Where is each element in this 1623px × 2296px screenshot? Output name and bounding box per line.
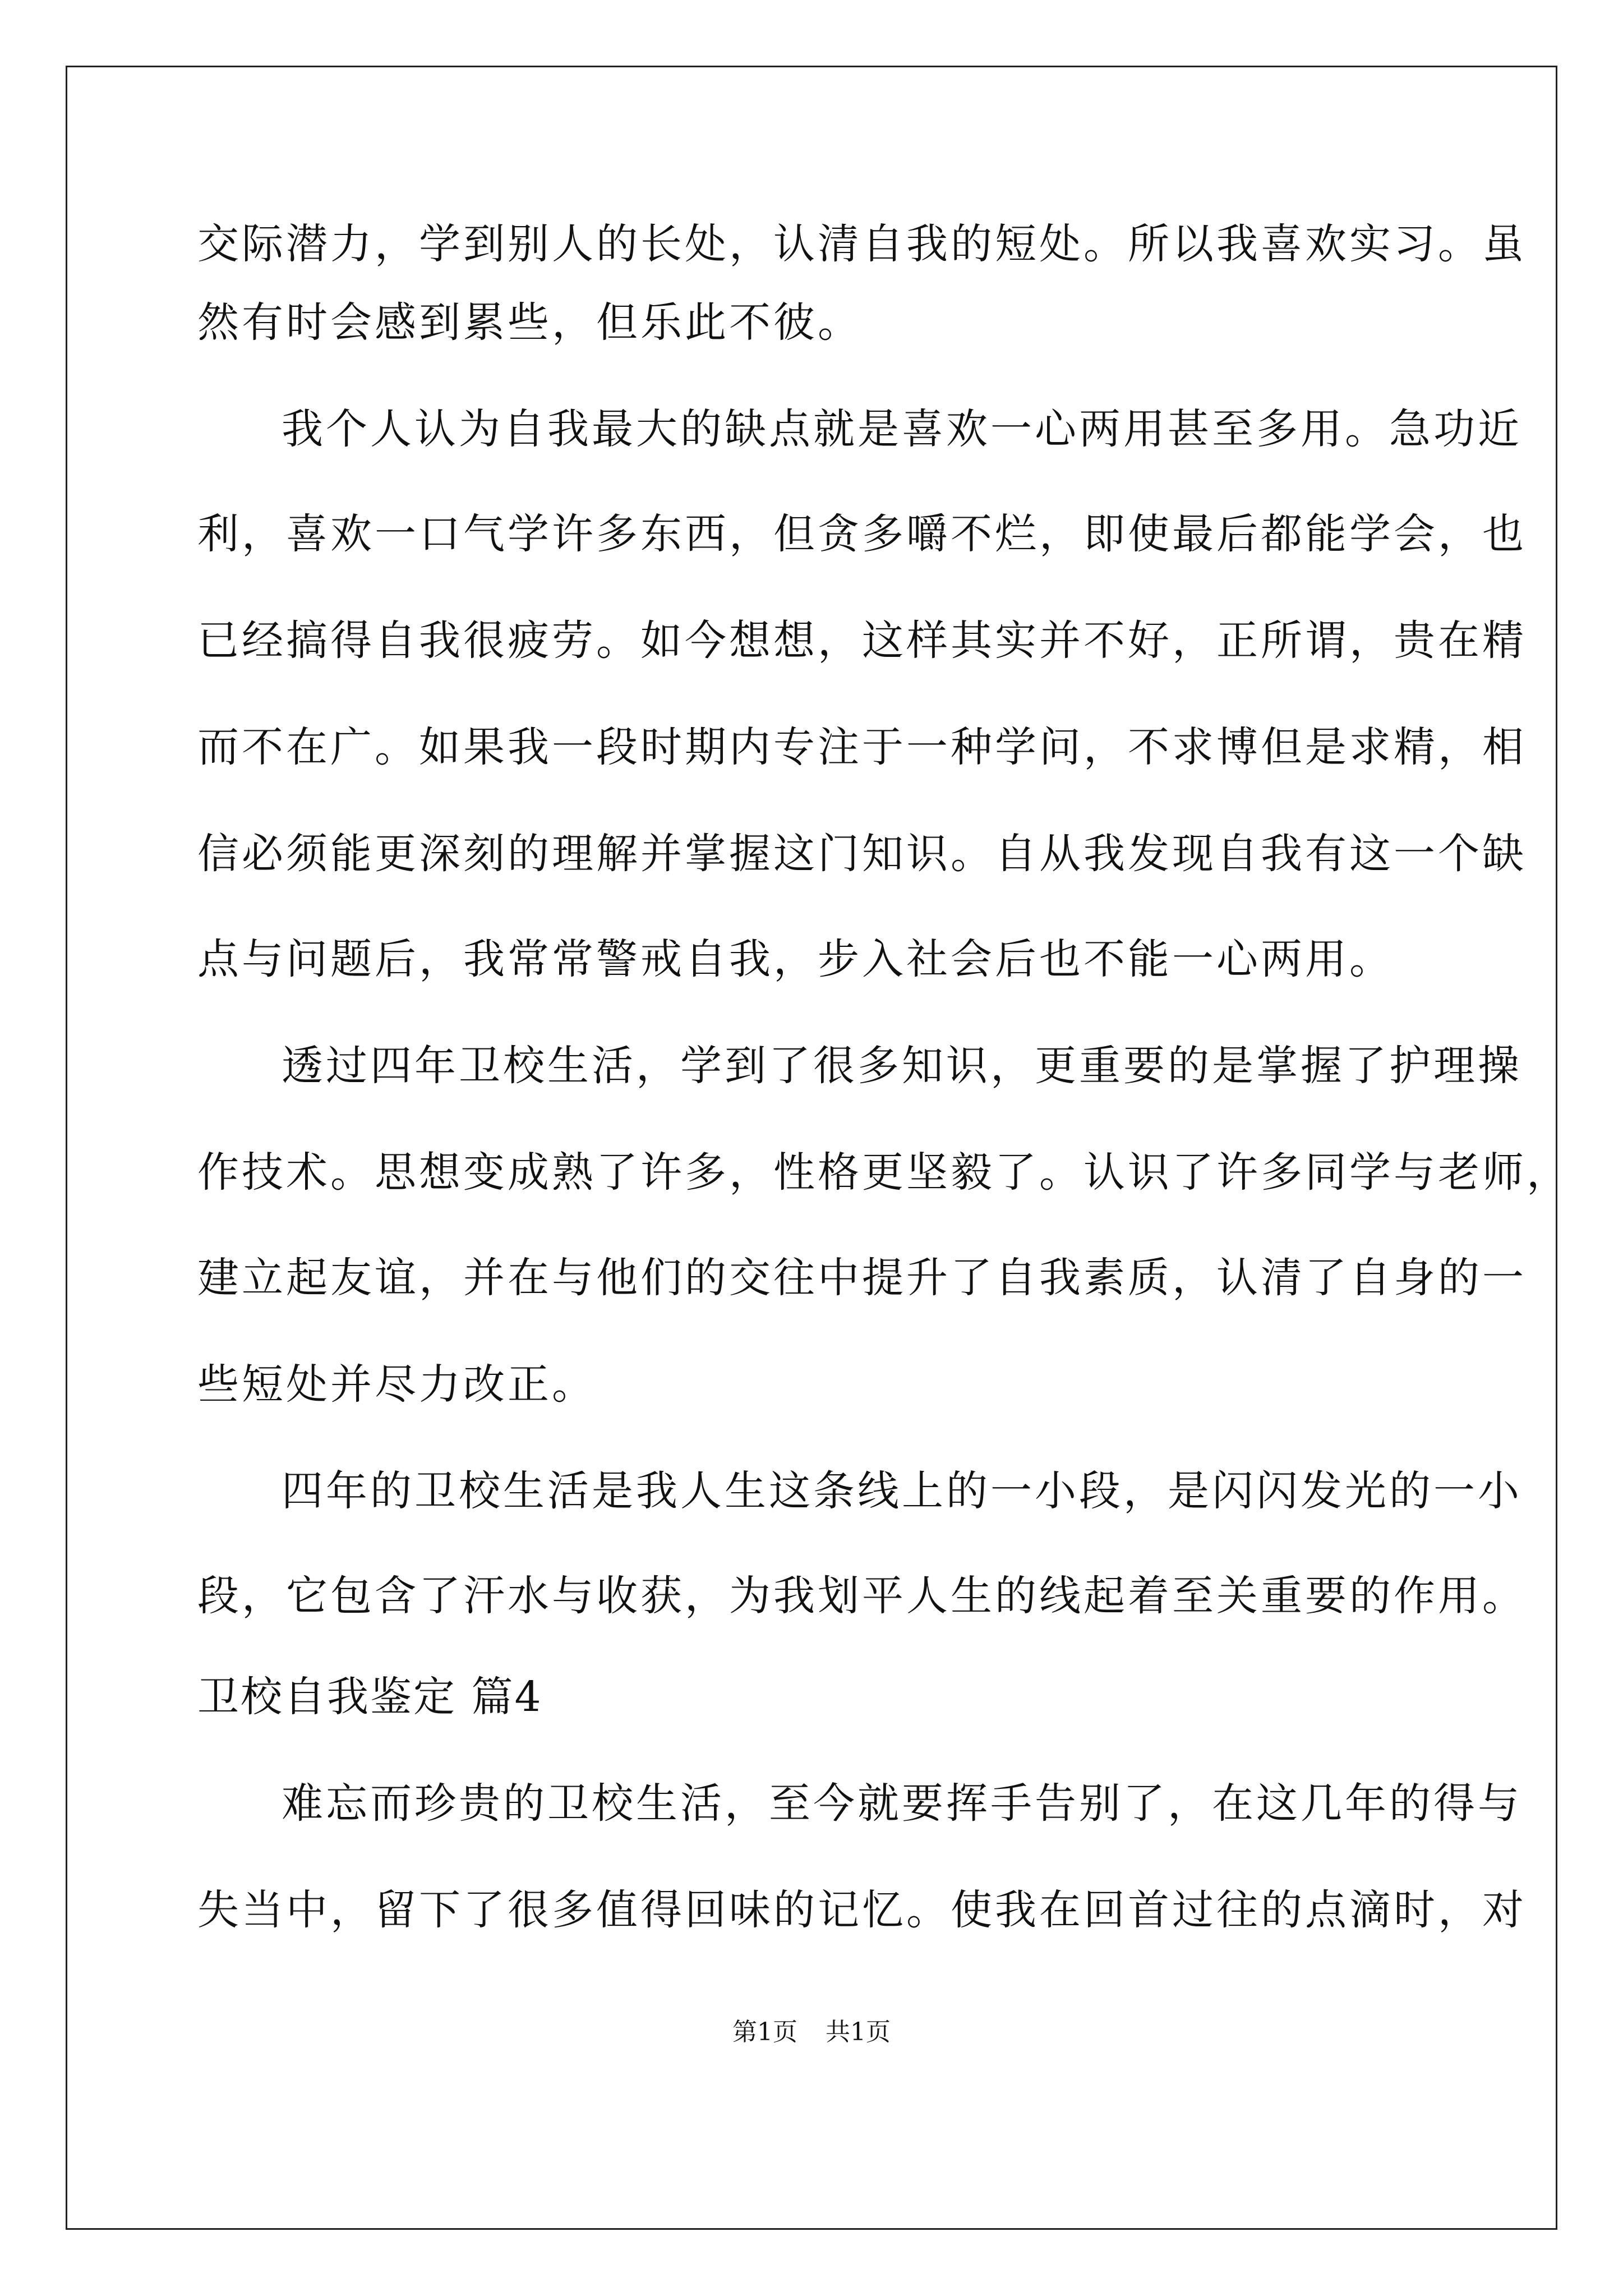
body-text-line: 信必须能更深刻的理解并掌握这门知识。自从我发现自我有这一个缺 (197, 830, 1527, 878)
body-text-line: 作技术。思想变成熟了许多，性格更坚毅了。认识了许多同学与老师， (197, 1148, 1571, 1197)
paragraph-first-line: 四年的卫校生活是我人生这条线上的一小段，是闪闪发光的一小 (282, 1467, 1522, 1515)
body-text-line: 失当中，留下了很多值得回味的记忆。使我在回首过往的点滴时，对 (197, 1886, 1527, 1934)
body-text-line: 已经搞得自我很疲劳。如今想想，这样其实并不好，正所谓，贵在精 (197, 616, 1527, 665)
body-text-line: 些短处并尽力改正。 (197, 1360, 596, 1409)
body-text-line: 点与问题后，我常常警戒自我，步入社会后也不能一心两用。 (197, 935, 1394, 983)
page-total: 共1页 (826, 2018, 891, 2046)
paragraph-first-line: 透过四年卫校生活，学到了很多知识，更重要的是掌握了护理操 (282, 1042, 1522, 1090)
paragraph-first-line: 难忘而珍贵的卫校生活，至今就要挥手告别了，在这几年的得与 (282, 1779, 1522, 1828)
body-text-line: 然有时会感到累些，但乐此不彼。 (197, 298, 862, 347)
body-text-line: 交际潜力，学到别人的长处，认清自我的短处。所以我喜欢实习。虽 (197, 220, 1527, 268)
body-text-line: 段，它包含了汗水与收获，为我划平人生的线起着至关重要的作用。 (197, 1572, 1527, 1620)
paragraph-first-line: 我个人认为自我最大的缺点就是喜欢一心两用甚至多用。急功近 (282, 405, 1522, 453)
body-text-line: 利，喜欢一口气学许多东西，但贪多嚼不烂，即使最后都能学会，也 (197, 510, 1527, 558)
body-text-line: 而不在广。如果我一段时期内专注于一种学问，不求博但是求精，相 (197, 723, 1527, 771)
page-number: 第1页 (732, 2018, 797, 2046)
section-heading: 卫校自我鉴定 篇4 (197, 1673, 543, 1721)
page-footer (0, 2018, 1623, 2046)
body-text-line: 建立起友谊，并在与他们的交往中提升了自我素质，认清了自身的一 (197, 1254, 1527, 1302)
